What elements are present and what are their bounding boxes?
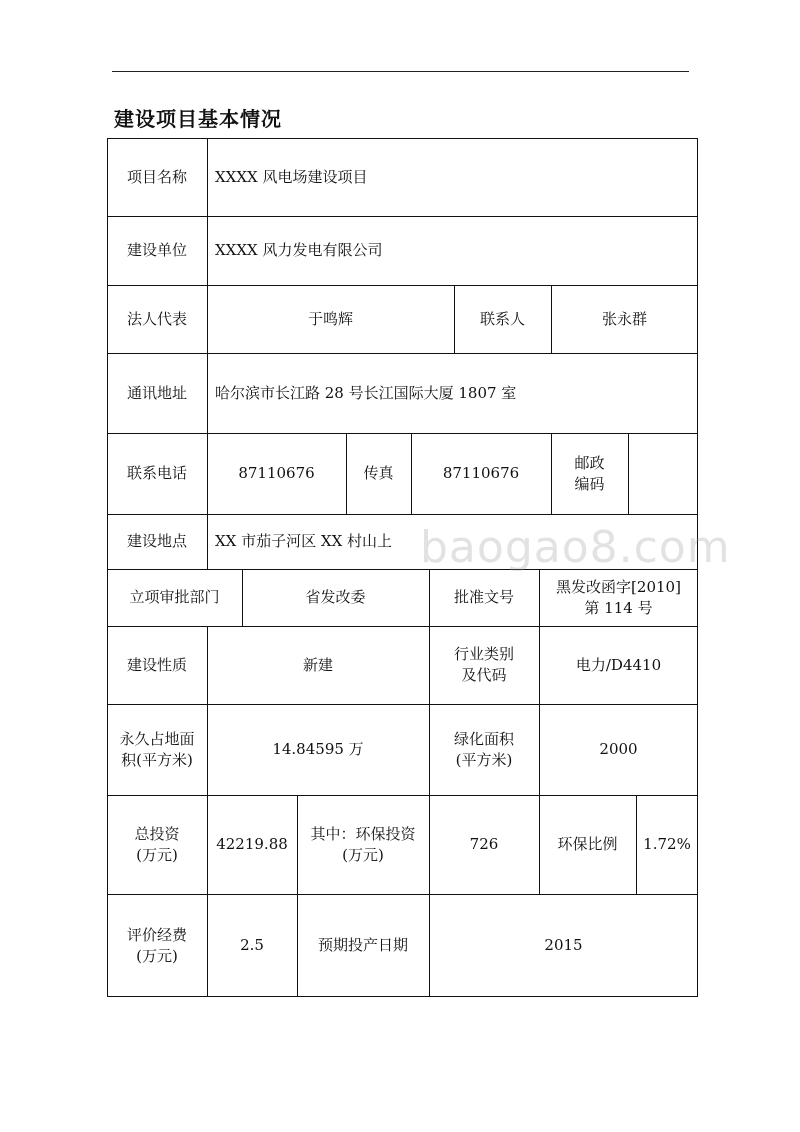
approval-doc-label: 批准文号 — [453, 588, 514, 606]
nature-value: 新建 — [302, 655, 333, 674]
evaluation-fee-label: 评价经费 (万元) — [126, 925, 187, 965]
land-area-label: 永久占地面 积(平方米) — [119, 729, 195, 769]
phone-label: 联系电话 — [126, 464, 187, 482]
site-value: XX 市茄子河区 XX 村山上 — [215, 532, 393, 550]
legal-rep-label: 法人代表 — [126, 309, 187, 328]
top-rule — [112, 71, 689, 72]
phone-value: 87110676 — [238, 464, 315, 482]
approval-doc-value: 黑发改函字[2010] 第 114 号 — [556, 577, 681, 617]
page-title: 建设项目基本情况 — [114, 107, 282, 131]
approval-dept-label: 立项审批部门 — [129, 588, 220, 606]
green-area-label: 绿化面积 (平方米) — [453, 729, 514, 769]
builder-label: 建设单位 — [126, 241, 187, 259]
env-investment-label: 其中：环保投资 (万元) — [310, 824, 416, 864]
industry-label: 行业类别 及代码 — [453, 645, 514, 684]
production-date-value: 2015 — [544, 936, 583, 954]
site-label: 建设地点 — [126, 532, 187, 550]
green-area-value: 2000 — [599, 740, 638, 758]
production-date-label: 预期投产日期 — [317, 936, 408, 954]
project-name-value: XXXX 风电场建设项目 — [215, 167, 368, 186]
industry-value: 电力/D4410 — [575, 655, 662, 674]
approval-dept-value: 省发改委 — [305, 588, 366, 606]
builder-value: XXXX 风力发电有限公司 — [215, 241, 383, 259]
env-ratio-value: 1.72% — [643, 835, 691, 853]
legal-rep-value: 于鸣辉 — [307, 309, 353, 328]
evaluation-fee-value: 2.5 — [240, 936, 264, 954]
nature-label: 建设性质 — [126, 655, 187, 674]
project-name-label: 项目名称 — [126, 167, 187, 186]
env-investment-value: 726 — [469, 835, 499, 853]
env-ratio-label: 环保比例 — [557, 835, 618, 853]
watermark: baogao8.com — [420, 522, 731, 573]
investment-value: 42219.88 — [216, 835, 288, 853]
investment-label: 总投资 (万元) — [134, 824, 180, 864]
fax-label: 传真 — [363, 464, 394, 482]
address-label: 通讯地址 — [126, 383, 187, 402]
address-value: 哈尔滨市长江路 28 号长江国际大厦 1807 室 — [215, 383, 517, 402]
fax-value: 87110676 — [442, 464, 520, 482]
land-area-value: 14.84595 万 — [272, 740, 364, 758]
contact-value: 张永群 — [601, 309, 647, 328]
postcode-value — [628, 433, 698, 514]
postcode-label: 邮政 编码 — [574, 453, 605, 493]
contact-label: 联系人 — [479, 309, 525, 328]
